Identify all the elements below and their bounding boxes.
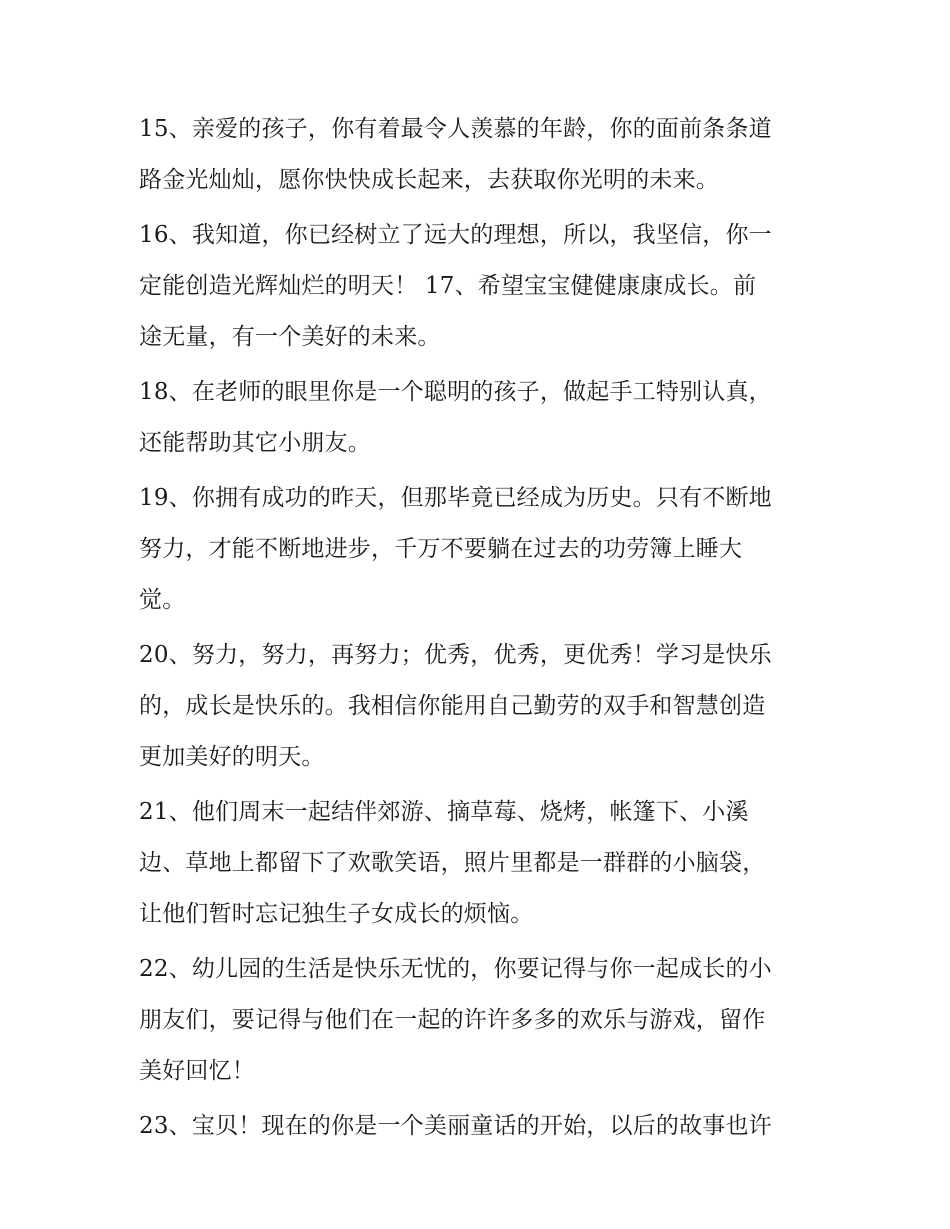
paragraph-19	[139, 473, 819, 626]
text-line: 觉。	[139, 587, 186, 613]
paragraph-22	[139, 944, 819, 1097]
text-line: 18、在老师的眼里你是一个聪明的孩子，做起手工特别认真，	[139, 379, 772, 405]
text-line: 20、努力，努力，再努力；优秀，优秀，更优秀！学习是快乐	[139, 642, 772, 668]
paragraph-21	[139, 787, 819, 940]
text-line: 的，成长是快乐的。我相信你能用自己勤劳的双手和智慧创造	[139, 693, 766, 719]
text-line: 22、幼儿园的生活是快乐无忧的，你要记得与你一起成长的小	[139, 956, 772, 982]
text-line: 21、他们周末一起结伴郊游、摘草莓、烧烤，帐篷下、小溪	[139, 799, 749, 825]
text-line: 让他们暂时忘记独生子女成长的烦恼。	[139, 901, 534, 927]
text-line: 更加美好的明天。	[139, 744, 325, 770]
text-line: 16、我知道，你已经树立了远大的理想，所以，我坚信，你一	[139, 222, 772, 248]
text-line: 边、草地上都留下了欢歌笑语，照片里都是一群群的小脑袋，	[139, 850, 766, 876]
paragraph-23	[139, 1101, 819, 1152]
text-line: 19、你拥有成功的昨天，但那毕竟已经成为历史。只有不断地	[139, 485, 772, 511]
text-line: 朋友们，要记得与他们在一起的许许多多的欢乐与游戏，留作	[139, 1007, 766, 1033]
text-line: 努力，才能不断地进步，千万不要躺在过去的功劳簿上睡大	[139, 536, 743, 562]
paragraph-18	[139, 367, 819, 469]
text-line: 定能创造光辉灿烂的明天！ 17、希望宝宝健健康康成长。前	[139, 273, 757, 299]
text-line: 23、宝贝！现在的你是一个美丽童话的开始，以后的故事也许	[139, 1113, 772, 1139]
document-body	[139, 104, 819, 1156]
paragraph-15	[139, 104, 819, 206]
text-line: 还能帮助其它小朋友。	[139, 430, 371, 456]
paragraph-20	[139, 630, 819, 783]
text-line: 路金光灿灿，愿你快快成长起来，去获取你光明的未来。	[139, 167, 719, 193]
text-line: 美好回忆！	[139, 1058, 255, 1084]
paragraph-16-17	[139, 210, 819, 363]
text-line: 途无量，有一个美好的未来。	[139, 324, 441, 350]
text-line: 15、亲爱的孩子，你有着最令人羡慕的年龄，你的面前条条道	[139, 116, 772, 142]
